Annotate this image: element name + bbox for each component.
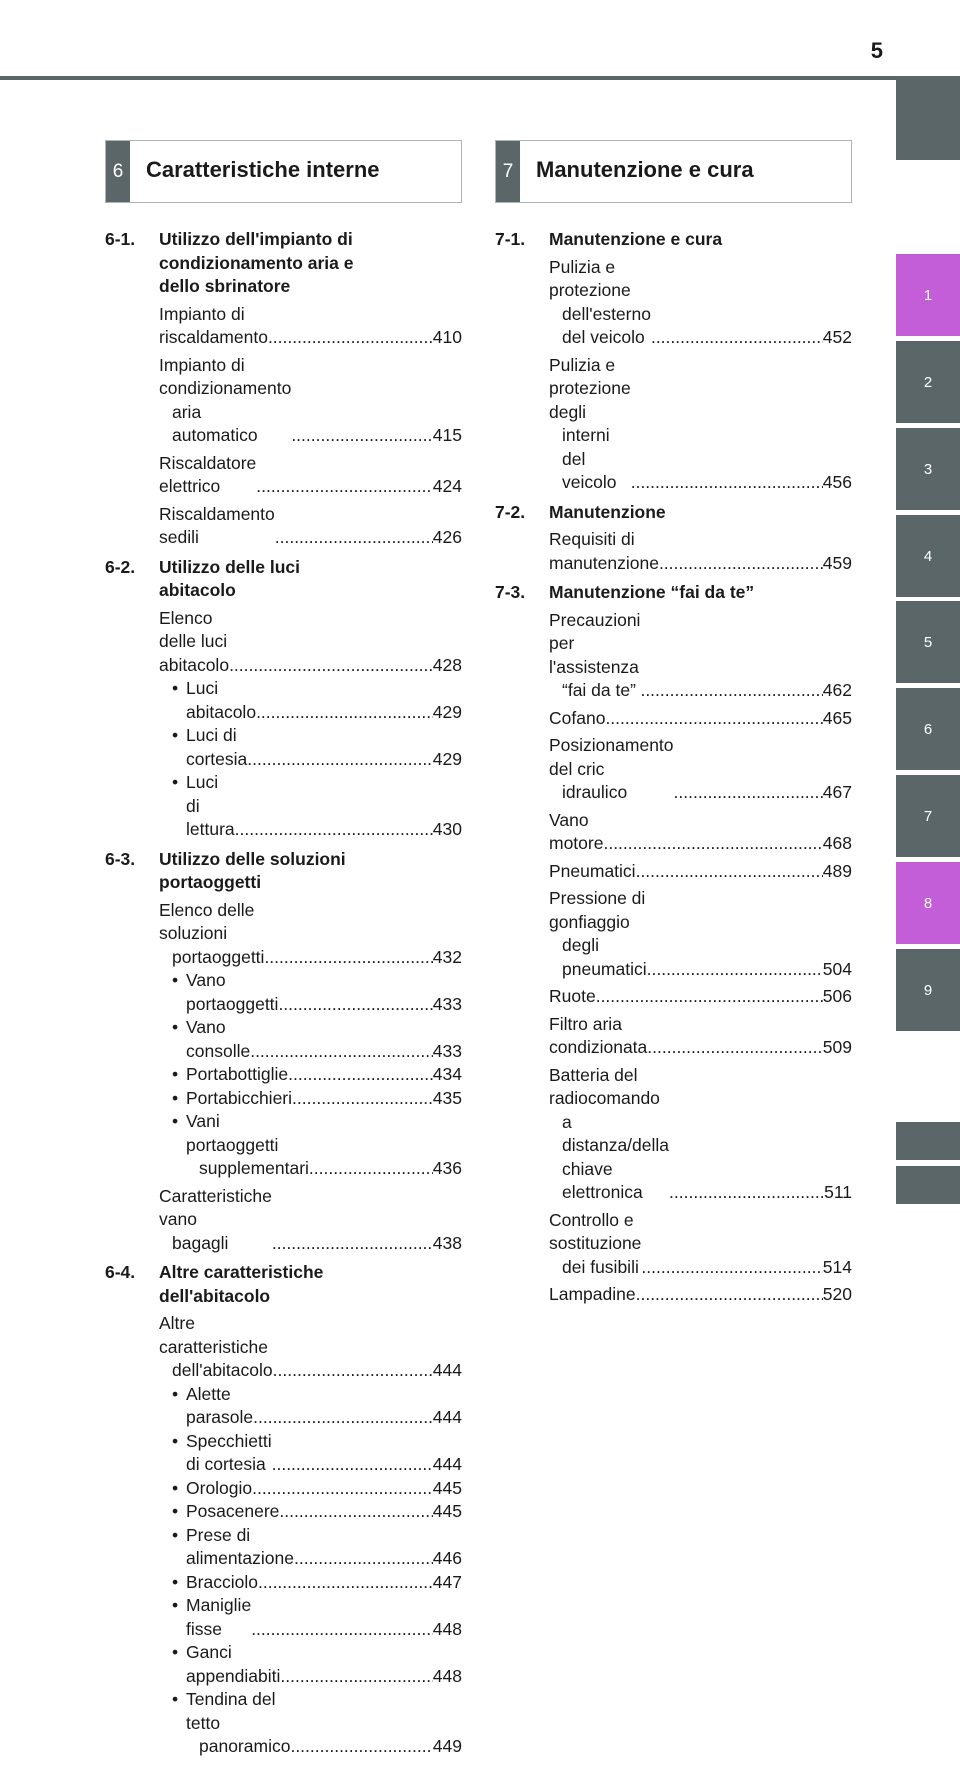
chapter-tab-blank[interactable] bbox=[896, 80, 960, 160]
toc-entry[interactable] bbox=[549, 734, 852, 805]
dot-leader bbox=[605, 707, 822, 731]
dot-leader bbox=[280, 1665, 432, 1689]
toc-entry-label: Pulizia e protezione degli bbox=[549, 354, 631, 422]
toc-entry-page: 444 bbox=[432, 1360, 462, 1380]
chapter-tab-4[interactable] bbox=[896, 515, 960, 597]
chapter-tab-3[interactable] bbox=[896, 428, 960, 510]
chapter-tab-2[interactable] bbox=[896, 341, 960, 423]
toc-entry-page: 459 bbox=[822, 552, 852, 573]
bullet-icon: • bbox=[172, 1689, 179, 1709]
toc-entry-page: 434 bbox=[432, 1064, 462, 1084]
toc-entry-label: Altre caratteristiche bbox=[159, 1313, 268, 1357]
toc-entry-label: aria automatico bbox=[172, 401, 258, 445]
toc-entry-label: Vano portaoggetti bbox=[186, 970, 279, 1014]
toc-entry-label: Elenco delle soluzioni bbox=[159, 899, 255, 943]
toc-entry-label: Luci di lettura bbox=[186, 772, 235, 839]
toc-entry-page: 438 bbox=[432, 1232, 462, 1253]
bullet-icon: • bbox=[172, 725, 179, 745]
toc-entry-page: 506 bbox=[822, 986, 852, 1006]
chapter-tab-blank[interactable] bbox=[896, 1166, 960, 1204]
toc-entry-label: Luci di cortesia bbox=[186, 725, 248, 769]
chapter-tab-8[interactable] bbox=[896, 862, 960, 944]
toc-group-title[interactable] bbox=[159, 848, 462, 895]
dot-leader bbox=[258, 1571, 433, 1595]
toc-entry[interactable] bbox=[159, 1383, 462, 1430]
toc-entry-label: Specchietti di cortesia bbox=[186, 1430, 272, 1474]
toc-entry-label: bagagli bbox=[172, 1232, 229, 1253]
toc-entry[interactable] bbox=[549, 1064, 852, 1205]
toc-entry-label: a distanza/della chiave bbox=[562, 1111, 670, 1179]
section-title: Manutenzione e cura bbox=[536, 157, 754, 182]
toc-entry-page: 429 bbox=[432, 748, 462, 769]
dot-leader bbox=[596, 985, 823, 1009]
toc-entry-label: Maniglie fisse bbox=[186, 1595, 252, 1639]
toc-group-title-line: dello sbrinatore bbox=[159, 276, 291, 296]
chapter-tab-label: 6 bbox=[923, 720, 933, 738]
toc-entry-page: 444 bbox=[432, 1454, 462, 1474]
toc-entry[interactable] bbox=[159, 1185, 462, 1256]
toc-entry-label: Impianto di condizionamento bbox=[159, 354, 292, 398]
toc-group-title-line: Manutenzione “fai da te” bbox=[549, 582, 755, 602]
chapter-tab-label: 3 bbox=[923, 460, 933, 478]
chapter-tab-9[interactable] bbox=[896, 949, 960, 1031]
toc-entry[interactable] bbox=[549, 1209, 852, 1280]
toc-entry-page: 456 bbox=[822, 472, 852, 492]
toc-entry-label: Vano consolle bbox=[186, 1017, 251, 1061]
dot-leader bbox=[272, 1232, 433, 1256]
toc-group-title-line: Utilizzo delle soluzioni bbox=[159, 848, 346, 869]
toc-entry-label: Posizionamento del cric bbox=[549, 735, 674, 779]
bullet-icon: • bbox=[172, 1477, 179, 1498]
dot-leader bbox=[229, 654, 433, 678]
toc-entry-label: Portabicchieri bbox=[186, 1087, 293, 1108]
toc-entry-label: Portabottiglie bbox=[186, 1064, 289, 1084]
bullet-icon: • bbox=[172, 1017, 179, 1037]
toc-entry-label: Filtro aria condizionata bbox=[549, 1013, 648, 1057]
toc-entry-label: Riscaldamento sedili bbox=[159, 503, 275, 547]
toc-entry[interactable] bbox=[549, 256, 852, 350]
toc-entry-page: 444 bbox=[432, 1407, 462, 1427]
toc-entry[interactable] bbox=[549, 707, 852, 731]
toc-group-title-line: abitacolo bbox=[159, 580, 236, 600]
toc-group-title-line: Manutenzione bbox=[549, 501, 666, 522]
chapter-tab-label: 7 bbox=[923, 807, 933, 825]
toc-group-number: 6-1. bbox=[105, 229, 136, 249]
dot-leader bbox=[647, 1036, 823, 1060]
chapter-tab-1[interactable] bbox=[896, 254, 960, 336]
dot-leader bbox=[651, 326, 823, 350]
toc-entry-page: 410 bbox=[432, 327, 462, 347]
toc-entry-label: Tendina del tetto bbox=[186, 1689, 276, 1733]
table-of-contents bbox=[105, 228, 462, 1759]
chapter-tabs bbox=[896, 0, 960, 1349]
chapter-tab-label: 1 bbox=[923, 286, 933, 304]
toc-entry[interactable] bbox=[159, 969, 462, 1016]
chapter-tab-label: 4 bbox=[923, 547, 933, 565]
bullet-icon: • bbox=[172, 678, 179, 698]
toc-group-number: 7-3. bbox=[495, 582, 526, 602]
toc-entry[interactable] bbox=[159, 1571, 462, 1595]
toc-entry-label: Orologio bbox=[186, 1477, 253, 1498]
toc-entry[interactable] bbox=[549, 528, 852, 575]
toc-group-title[interactable] bbox=[549, 581, 852, 605]
toc-group-title-line: condizionamento aria e bbox=[159, 252, 354, 273]
toc-entry-page: 511 bbox=[824, 1182, 852, 1202]
dot-leader bbox=[279, 1500, 432, 1524]
toc-entry[interactable] bbox=[549, 354, 852, 495]
toc-entry[interactable] bbox=[159, 1641, 462, 1688]
bullet-icon: • bbox=[172, 1111, 179, 1131]
toc-entry[interactable] bbox=[159, 1430, 462, 1477]
toc-group-title-line: Manutenzione e cura bbox=[549, 229, 723, 249]
toc-entry-label: Impianto di riscaldamento bbox=[159, 303, 268, 347]
toc-group bbox=[495, 501, 852, 576]
toc-entry-label: degli pneumatici bbox=[562, 935, 647, 979]
toc-entry-page: 462 bbox=[822, 680, 852, 700]
toc-entry-label: Pneumatici bbox=[549, 860, 636, 881]
toc-entry[interactable] bbox=[159, 303, 462, 350]
toc-entry-label: Vano motore bbox=[549, 809, 604, 853]
toc-entry-label: Alette parasole bbox=[186, 1383, 254, 1427]
toc-group bbox=[105, 556, 462, 842]
section-number: 7 bbox=[496, 141, 520, 202]
toc-entry-page: 430 bbox=[432, 819, 462, 839]
toc-entry[interactable] bbox=[549, 609, 852, 703]
dot-leader bbox=[309, 1157, 433, 1181]
toc-entry-page: 415 bbox=[432, 425, 462, 445]
toc-entry-page: 436 bbox=[432, 1158, 462, 1178]
header-rule bbox=[0, 76, 960, 80]
dot-leader bbox=[291, 424, 432, 448]
section-title: Caratteristiche interne bbox=[146, 157, 380, 182]
toc-group-title-line: Altre caratteristiche bbox=[159, 1262, 324, 1282]
toc-entry-label: Batteria del radiocomando bbox=[549, 1064, 660, 1108]
toc-entry-label: idraulico bbox=[562, 782, 628, 802]
chapter-tab-label: 2 bbox=[923, 373, 933, 391]
toc-entry-label: Cofano bbox=[549, 707, 606, 728]
chapter-tab-label: 9 bbox=[923, 981, 933, 999]
toc-entry-label: Requisiti di manutenzione bbox=[549, 529, 659, 573]
section-header bbox=[495, 140, 852, 203]
toc-entry-label: elettronica bbox=[562, 1182, 643, 1202]
toc-entry-label: Posacenere bbox=[186, 1501, 280, 1521]
toc-entry-label: Caratteristiche vano bbox=[159, 1185, 272, 1229]
toc-entry-label: Vani portaoggetti bbox=[186, 1111, 279, 1155]
bullet-icon: • bbox=[172, 1430, 179, 1451]
toc-entry[interactable] bbox=[159, 1110, 462, 1181]
dot-leader bbox=[253, 1406, 433, 1430]
toc-group bbox=[105, 1261, 462, 1759]
toc-entry-label: Ganci appendiabiti bbox=[186, 1642, 281, 1686]
chapter-tab-7[interactable] bbox=[896, 775, 960, 857]
bullet-icon: • bbox=[172, 1064, 179, 1084]
toc-entry-page: 448 bbox=[432, 1618, 462, 1639]
dot-leader bbox=[272, 1453, 433, 1477]
toc-entry-page: 424 bbox=[432, 476, 462, 496]
page-number: 5 bbox=[870, 38, 883, 63]
toc-group-title[interactable] bbox=[549, 501, 852, 525]
toc-entry[interactable] bbox=[159, 452, 462, 499]
toc-entry-page: 468 bbox=[822, 833, 852, 853]
toc-entry[interactable] bbox=[159, 1063, 462, 1087]
toc-group-number: 7-2. bbox=[495, 501, 526, 522]
toc-group-title[interactable] bbox=[159, 1261, 462, 1308]
toc-entry[interactable] bbox=[159, 503, 462, 550]
toc-group-title[interactable] bbox=[159, 556, 462, 603]
dot-leader bbox=[273, 1359, 433, 1383]
toc-group-title-line: portaoggetti bbox=[159, 872, 262, 892]
dot-leader bbox=[264, 946, 432, 970]
toc-entry-page: 520 bbox=[822, 1284, 852, 1304]
toc-entry-label: panoramico bbox=[199, 1736, 291, 1756]
dot-leader bbox=[641, 1256, 822, 1280]
chapter-tab-label: 5 bbox=[923, 633, 933, 651]
chapter-tab-5[interactable] bbox=[896, 601, 960, 683]
toc-entry[interactable] bbox=[159, 354, 462, 448]
toc-entry-label: dell'abitacolo bbox=[172, 1360, 273, 1380]
section-6-column bbox=[105, 140, 462, 1765]
toc-entry-page: 514 bbox=[822, 1256, 852, 1277]
toc-entry-label: Precauzioni per l'assistenza bbox=[549, 609, 641, 677]
toc-entry-label: dei fusibili bbox=[562, 1256, 639, 1277]
toc-entry-page: 465 bbox=[822, 707, 852, 728]
bullet-icon: • bbox=[172, 1642, 179, 1662]
section-7-column bbox=[495, 140, 852, 1313]
toc-entry[interactable] bbox=[549, 860, 852, 884]
toc-entry-page: 449 bbox=[432, 1736, 462, 1756]
toc-entry-page: 433 bbox=[432, 1040, 462, 1061]
toc-entry[interactable] bbox=[159, 1312, 462, 1383]
dot-leader bbox=[288, 1063, 433, 1087]
toc-entry-page: 433 bbox=[432, 993, 462, 1014]
toc-group-number: 6-2. bbox=[105, 556, 136, 577]
bullet-icon: • bbox=[172, 1087, 179, 1108]
dot-leader bbox=[250, 1040, 433, 1064]
dot-leader bbox=[256, 475, 433, 499]
dot-leader bbox=[631, 471, 823, 495]
toc-group-title[interactable] bbox=[549, 228, 852, 252]
toc-entry-label: Riscaldatore elettrico bbox=[159, 452, 257, 496]
toc-entry[interactable] bbox=[549, 887, 852, 981]
toc-entry-page: 435 bbox=[432, 1087, 462, 1108]
toc-group-number: 6-4. bbox=[105, 1262, 136, 1282]
bullet-icon: • bbox=[172, 1383, 179, 1404]
section-header bbox=[105, 140, 462, 203]
toc-entry[interactable] bbox=[159, 1016, 462, 1063]
toc-entry-label: portaoggetti bbox=[172, 946, 265, 967]
dot-leader bbox=[235, 818, 433, 842]
toc-entry-label: Lampadine bbox=[549, 1284, 636, 1304]
toc-group-title-line: Utilizzo dell'impianto di bbox=[159, 229, 353, 249]
toc-entry-page: 452 bbox=[822, 327, 852, 347]
toc-entry-page: 509 bbox=[822, 1037, 852, 1057]
toc-group-title[interactable] bbox=[159, 228, 462, 299]
toc-group bbox=[105, 228, 462, 550]
toc-group bbox=[495, 581, 852, 1307]
dot-leader bbox=[247, 748, 433, 772]
toc-entry[interactable] bbox=[159, 607, 462, 678]
dot-leader bbox=[659, 552, 823, 576]
bullet-icon: • bbox=[172, 1595, 179, 1615]
toc-entry[interactable] bbox=[159, 1477, 462, 1501]
toc-entry-label: interni del veicolo bbox=[562, 425, 617, 492]
toc-entry[interactable] bbox=[159, 771, 462, 842]
dot-leader bbox=[252, 1477, 433, 1501]
toc-entry[interactable] bbox=[549, 1013, 852, 1060]
dot-leader bbox=[292, 1087, 433, 1111]
toc-entry-label: dell'esterno del veicolo bbox=[562, 303, 651, 347]
toc-group-title-line: dell'abitacolo bbox=[159, 1285, 271, 1306]
toc-group bbox=[495, 228, 852, 495]
dot-leader bbox=[256, 701, 433, 725]
dot-leader bbox=[669, 1181, 824, 1205]
toc-entry-page: 445 bbox=[432, 1501, 462, 1521]
dot-leader bbox=[290, 1735, 432, 1759]
toc-entry[interactable] bbox=[159, 1594, 462, 1641]
toc-entry[interactable] bbox=[159, 1087, 462, 1111]
toc-entry-label: Ruote bbox=[549, 986, 596, 1006]
toc-entry[interactable] bbox=[159, 899, 462, 970]
toc-entry-page: 448 bbox=[432, 1665, 462, 1686]
dot-leader bbox=[278, 993, 432, 1017]
toc-entry-page: 445 bbox=[432, 1477, 462, 1498]
toc-entry-label: Elenco delle luci abitacolo bbox=[159, 607, 230, 675]
toc-entry-page: 467 bbox=[822, 782, 852, 802]
toc-entry-label: “fai da te” bbox=[562, 680, 636, 700]
toc-entry-label: Controllo e sostituzione bbox=[549, 1209, 642, 1253]
dot-leader bbox=[268, 326, 433, 350]
toc-group bbox=[105, 848, 462, 1256]
toc-entry-label: Pulizia e protezione bbox=[549, 256, 631, 300]
bullet-icon: • bbox=[172, 970, 179, 990]
toc-entry[interactable] bbox=[549, 809, 852, 856]
chapter-tab-label: 8 bbox=[923, 894, 933, 912]
dot-leader bbox=[603, 832, 822, 856]
dot-leader bbox=[294, 1547, 433, 1571]
toc-entry-page: 446 bbox=[432, 1548, 462, 1568]
table-of-contents bbox=[495, 228, 852, 1307]
toc-entry-page: 432 bbox=[432, 946, 462, 967]
toc-entry-page: 426 bbox=[432, 527, 462, 547]
toc-entry[interactable] bbox=[159, 677, 462, 724]
toc-entry-label: Bracciolo bbox=[186, 1571, 258, 1592]
bullet-icon: • bbox=[172, 1571, 179, 1592]
toc-group-number: 7-1. bbox=[495, 229, 526, 249]
dot-leader bbox=[636, 860, 823, 884]
dot-leader bbox=[636, 1283, 823, 1307]
toc-entry[interactable] bbox=[159, 724, 462, 771]
toc-entry-label: supplementari bbox=[199, 1158, 309, 1178]
bullet-icon: • bbox=[172, 772, 179, 792]
dot-leader bbox=[275, 526, 433, 550]
dot-leader bbox=[640, 679, 822, 703]
dot-leader bbox=[674, 781, 823, 805]
toc-group-title-line: Utilizzo delle luci bbox=[159, 556, 300, 577]
toc-entry-page: 504 bbox=[822, 958, 852, 979]
chapter-tab-6[interactable] bbox=[896, 688, 960, 770]
bullet-icon: • bbox=[172, 1524, 179, 1545]
toc-entry-page: 429 bbox=[432, 701, 462, 722]
chapter-tab-blank[interactable] bbox=[896, 1122, 960, 1160]
toc-entry[interactable] bbox=[549, 985, 852, 1009]
toc-entry[interactable] bbox=[159, 1524, 462, 1571]
toc-entry-label: Luci abitacolo bbox=[186, 678, 257, 722]
toc-entry[interactable] bbox=[159, 1688, 462, 1759]
toc-entry-page: 447 bbox=[432, 1571, 462, 1592]
section-number: 6 bbox=[106, 141, 130, 202]
dot-leader bbox=[647, 958, 823, 982]
toc-entry-page: 489 bbox=[822, 860, 852, 881]
toc-entry-label: Pressione di gonfiaggio bbox=[549, 888, 646, 932]
toc-entry[interactable] bbox=[159, 1500, 462, 1524]
bullet-icon: • bbox=[172, 1501, 179, 1521]
toc-entry-label: Prese di alimentazione bbox=[186, 1524, 294, 1568]
dot-leader bbox=[251, 1618, 433, 1642]
toc-entry-page: 428 bbox=[432, 654, 462, 675]
toc-entry[interactable] bbox=[549, 1283, 852, 1307]
toc-group-number: 6-3. bbox=[105, 848, 136, 869]
